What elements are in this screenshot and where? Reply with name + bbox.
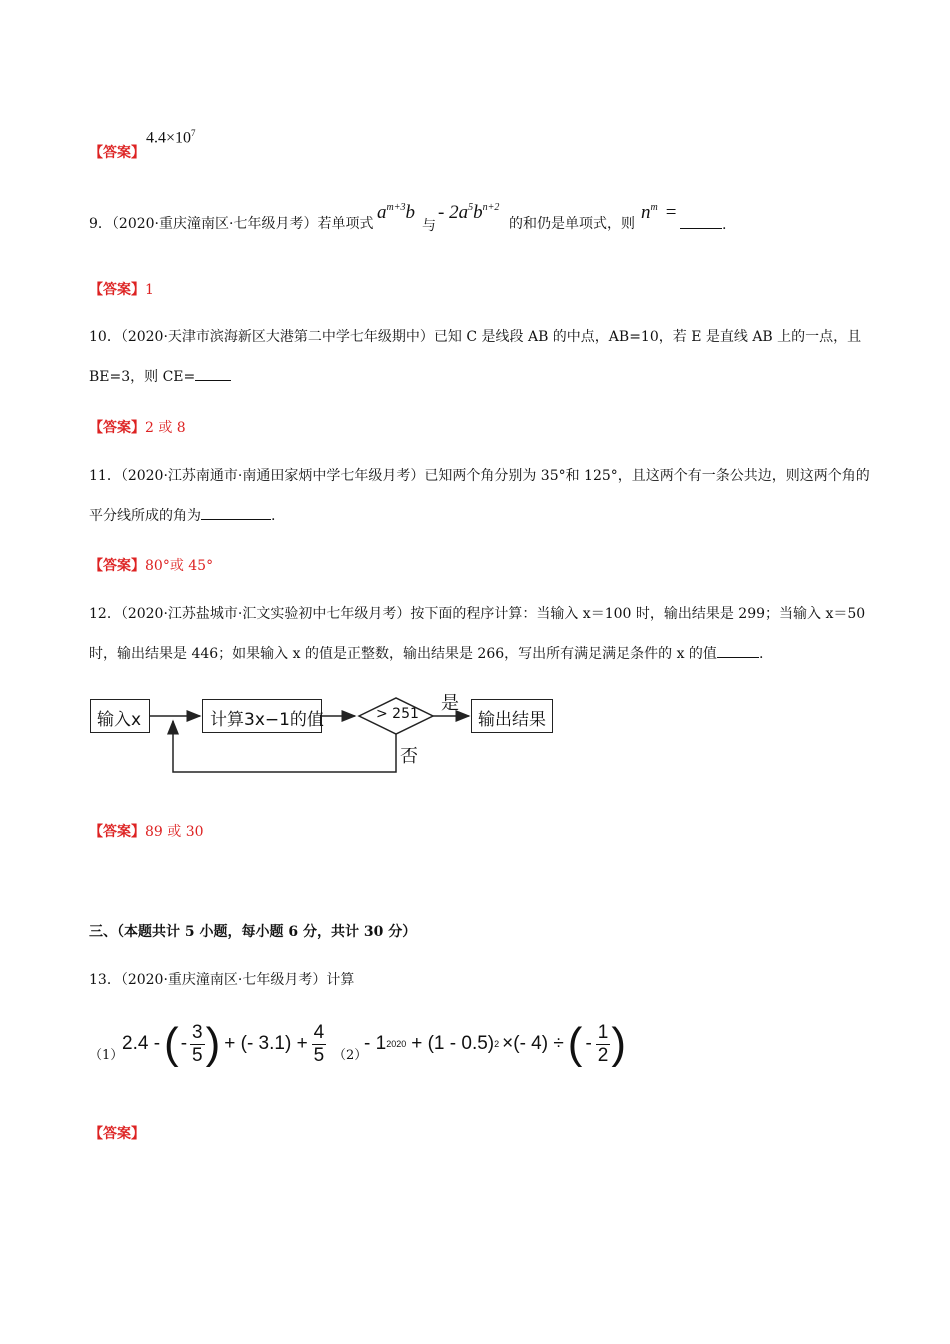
fraction: $\frac{3}{5}$: [192, 1021, 203, 1066]
question-13: 13．（2020·重庆潼南区·七年级月考）计算: [89, 972, 355, 988]
question-12-line1: 12．（2020·江苏盐城市·汇文实验初中七年级月考）按下面的程序计算：当输入 x＝100 时，输出结果是 299；当输入 x＝50: [89, 606, 866, 622]
answer-13: 【答案】: [89, 1126, 145, 1142]
answer-label: 【答案】: [89, 145, 145, 161]
q13-part2-label: （2）: [333, 1048, 368, 1063]
question-10-line1: 10．（2020·天津市滨海新区大港第二中学七年级期中）已知 C 是线段 AB 的中点，AB=10，若 E 是直线 AB 上的一点，且: [89, 329, 862, 345]
answer-9: 【答案】1: [89, 282, 154, 298]
question-9: 9．（2020·重庆潼南区·七年级月考）若单项式: [89, 216, 374, 232]
q13-part1-expression: 2.4 - ( - $\frac{3}{5}$ ) + (- 3.1) + $\frac{4}{5}$: [122, 1019, 325, 1068]
q13-part1-label: （1）: [89, 1048, 124, 1063]
flow-condition: > 251: [376, 706, 419, 722]
flow-input-box: 输入x: [90, 699, 150, 733]
answer-8-value: $4.4\times 10^7$: [146, 128, 196, 147]
question-11-line2: 平分线所成的角为 .: [89, 505, 275, 526]
flow-yes: 是: [441, 693, 459, 714]
answer-12: 【答案】89 或 30: [89, 824, 204, 840]
q9-conj: 与: [422, 218, 436, 234]
q9-mid: 的和仍是单项式，则: [509, 216, 635, 232]
section-3-heading: 三、（本题共计 5 小题，每小题 6 分，共计 30 分）: [89, 924, 417, 940]
q9-monomial-2: - $2a^5b^{n+2}$: [438, 202, 500, 223]
question-12-line2: 时，输出结果是 446；如果输入 x 的值是正整数，输出结果是 266，写出所有满足满足条件的 x 的值 .: [89, 643, 763, 664]
q9-monomial-1: $a^{m+3}b$: [377, 202, 415, 223]
q9-blank: .: [680, 214, 726, 235]
flow-compute-box: 计算3x−1的值: [202, 699, 322, 733]
q13-part2-expression: - 1 2020 + (1 - 0.5) 2 ×(- 4) ÷ ( - $\frac{1}{2}$ ): [364, 1019, 626, 1068]
flow-no: 否: [400, 746, 418, 767]
fraction: $\frac{4}{5}$: [313, 1021, 325, 1066]
answer-10: 【答案】2 或 8: [89, 420, 186, 436]
answer-11: 【答案】80°或 45°: [89, 558, 214, 574]
fraction: $\frac{1}{2}$: [597, 1021, 609, 1066]
q9-target: $n^m$ =: [641, 202, 677, 223]
question-10-line2: BE=3，则 CE=: [89, 366, 231, 387]
flow-output-box: 输出结果: [471, 699, 553, 733]
question-11-line1: 11．（2020·江苏南通市·南通田家炳中学七年级月考）已知两个角分别为 35°和 125°，且这两个有一条公共边，则这两个角的: [89, 468, 870, 484]
